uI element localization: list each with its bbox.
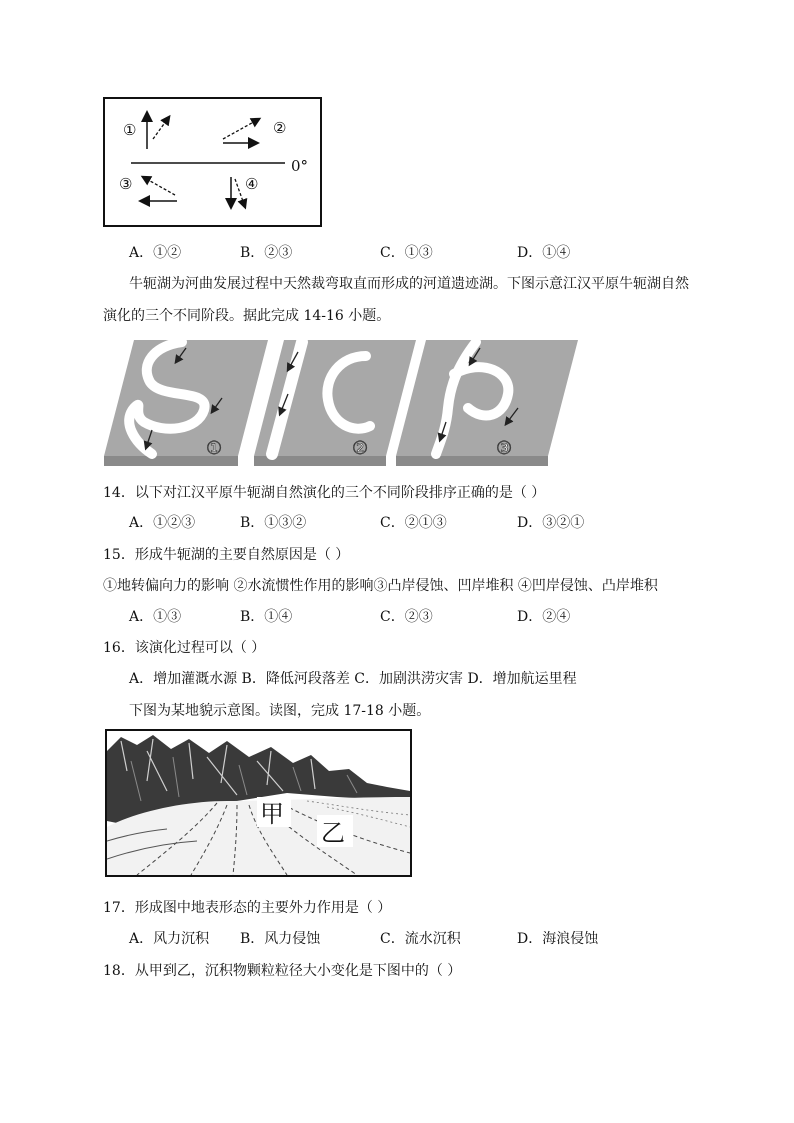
figure-label-3: ③ [119,175,133,193]
q15-option-b[interactable]: B．①④ [240,609,293,625]
q13-option-d[interactable]: D．①④ [517,245,571,261]
q16-options[interactable]: A．增加灌溉水源 B．降低河段落差 C．加剧洪涝灾害 D．增加航运里程 [129,671,577,687]
q17-option-d[interactable]: D．海浪侵蚀 [517,931,599,947]
landform-figure-svg [107,731,410,875]
oxbow-label-2: ② [352,438,369,459]
figure-label-2: ② [273,119,287,137]
q13-option-a[interactable]: A．①② [129,245,182,261]
q15-option-d[interactable]: D．②④ [517,609,571,625]
q15-reasons: ①地转偏向力的影响 ②水流惯性作用的影响③凸岸侵蚀、凹岸堆积 ④凹岸侵蚀、凸岸堆积 [103,578,658,594]
q14-option-a[interactable]: A．①②③ [129,515,196,531]
figure-label-1: ① [123,121,137,139]
label-jia: 甲 [260,800,284,828]
q13-option-b[interactable]: B．②③ [240,245,293,261]
arrow-group-2 [223,119,259,143]
direction-figure [103,97,322,227]
q14-stem: 14．以下对江汉平原牛轭湖自然演化的三个不同阶段排序正确的是（ ） [103,485,546,501]
oxbow-panel-2 [254,340,416,466]
oxbow-label-3: ③ [496,438,513,459]
direction-figure-svg [105,99,320,225]
q15-option-a[interactable]: A．①③ [129,609,182,625]
figure-label-4: ④ [245,175,259,193]
q17-option-a[interactable]: A．风力沉积 [129,931,210,947]
intro1-line2: 演化的三个不同阶段。据此完成 14-16 小题。 [103,308,391,324]
q14-option-b[interactable]: B．①③② [240,515,307,531]
q17-option-c[interactable]: C．流水沉积 [380,931,461,947]
oxbow-panel-1 [104,340,268,466]
intro2-line: 下图为某地貌示意图。读图，完成 17-18 小题。 [129,703,431,719]
arrow-group-1 [147,113,169,149]
oxbow-panel-3 [396,340,578,466]
landform-figure [105,729,412,877]
q13-option-c[interactable]: C．①③ [380,245,433,261]
oxbow-figure-svg [104,338,580,472]
arrow-group-3 [141,177,177,201]
q15-stem: 15．形成牛轭湖的主要自然原因是（ ） [103,547,350,563]
arrow-group-4 [231,177,245,207]
q14-option-d[interactable]: D．③②① [517,515,585,531]
intro1-line1: 牛轭湖为河曲发展过程中天然裁弯取直而形成的河道遗迹湖。下图示意江汉平原牛轭湖自然 [129,276,689,292]
q17-stem: 17．形成图中地表形态的主要外力作用是（ ） [103,900,392,916]
q17-option-b[interactable]: B．风力侵蚀 [240,931,321,947]
oxbow-figure [104,338,580,472]
oxbow-label-1: ① [206,438,223,459]
q15-option-c[interactable]: C．②③ [380,609,433,625]
equator-label: 0° [291,157,309,175]
q18-stem: 18．从甲到乙，沉积物颗粒粒径大小变化是下图中的（ ） [103,963,462,979]
q16-stem: 16．该演化过程可以（ ） [103,640,266,656]
label-yi: 乙 [321,819,345,847]
q14-option-c[interactable]: C．②①③ [380,515,447,531]
